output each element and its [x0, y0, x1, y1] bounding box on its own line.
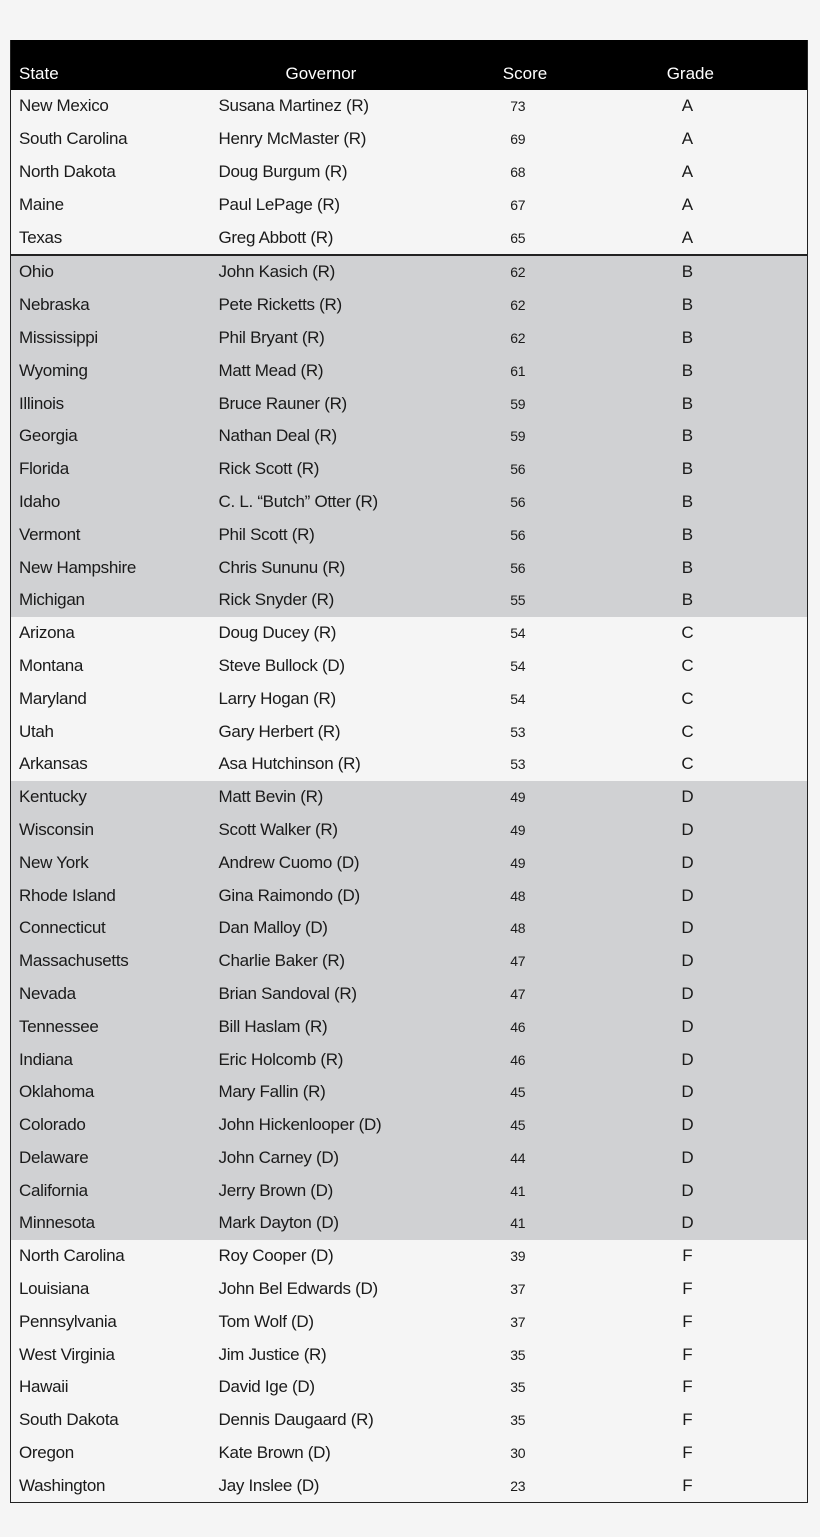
score-cell: 54: [510, 625, 526, 642]
table-row: [11, 1437, 807, 1470]
governor-cell: Dan Malloy (D): [218, 918, 328, 938]
score-cell: 54: [510, 690, 526, 707]
score-cell: 23: [510, 1477, 526, 1494]
grade-cell: A: [681, 227, 693, 247]
governor-cell: Phil Bryant (R): [218, 327, 325, 347]
score-cell: 41: [510, 1182, 526, 1199]
state-cell: Wisconsin: [19, 819, 94, 839]
grade-cell: B: [681, 262, 693, 282]
grade-cell: F: [682, 1475, 693, 1495]
state-cell: Georgia: [19, 426, 78, 446]
state-cell: South Dakota: [19, 1410, 119, 1430]
table-row: [11, 1174, 807, 1207]
table-row: [11, 814, 807, 847]
grade-cell: C: [681, 721, 694, 741]
score-cell: 35: [510, 1412, 526, 1429]
grade-cell: A: [681, 129, 693, 149]
state-cell: North Carolina: [19, 1246, 125, 1266]
table-row: [11, 453, 807, 486]
score-cell: 37: [510, 1281, 526, 1298]
governor-cell: John Hickenlooper (D): [218, 1115, 382, 1135]
table-row: [11, 1469, 807, 1502]
governor-cell: Jim Justice (R): [218, 1344, 327, 1364]
state-cell: Wyoming: [19, 360, 88, 380]
grade-cell: D: [681, 1016, 694, 1036]
score-cell: 56: [510, 526, 526, 543]
grade-cell: B: [681, 590, 693, 610]
state-cell: West Virginia: [19, 1344, 115, 1364]
governor-cell: Tom Wolf (D): [218, 1311, 314, 1331]
state-cell: New York: [19, 852, 89, 872]
state-cell: Mississippi: [19, 327, 98, 347]
table-row: [11, 1109, 807, 1142]
score-cell: 47: [510, 985, 526, 1002]
grade-cell: B: [681, 393, 693, 413]
table-row: [11, 1338, 807, 1371]
state-cell: Indiana: [19, 1049, 73, 1069]
governor-cell: John Carney (D): [218, 1147, 339, 1167]
table-row: [11, 715, 807, 748]
state-cell: Delaware: [19, 1147, 89, 1167]
table-row: [11, 748, 807, 781]
governor-cell: Asa Hutchinson (R): [218, 754, 361, 774]
grade-cell: B: [681, 557, 693, 577]
table-header: [11, 40, 807, 90]
governor-cell: Matt Mead (R): [218, 360, 324, 380]
table-row: [11, 846, 807, 879]
table-row: [11, 1043, 807, 1076]
grade-cell: C: [681, 754, 694, 774]
score-cell: 68: [510, 163, 526, 180]
state-cell: Vermont: [19, 524, 81, 544]
table-row: [11, 420, 807, 453]
grade-cell: A: [681, 96, 693, 116]
header-grade: Grade: [666, 64, 714, 83]
state-cell: Idaho: [19, 491, 61, 511]
governor-cell: John Bel Edwards (D): [218, 1279, 378, 1299]
table-row: [11, 1404, 807, 1437]
governor-cell: Matt Bevin (R): [218, 787, 323, 807]
governor-cell: Roy Cooper (D): [218, 1246, 334, 1266]
score-cell: 62: [510, 264, 526, 281]
state-cell: Florida: [19, 459, 69, 479]
table-row: [11, 1207, 807, 1240]
grade-group-f: [11, 1240, 807, 1502]
score-cell: 30: [510, 1445, 526, 1462]
grade-cell: C: [681, 655, 694, 675]
score-cell: 48: [510, 920, 526, 937]
score-cell: 35: [510, 1379, 526, 1396]
grade-cell: F: [682, 1344, 693, 1364]
state-cell: Illinois: [19, 393, 64, 413]
score-cell: 47: [510, 953, 526, 970]
state-cell: Louisiana: [19, 1279, 90, 1299]
governor-cell: Nathan Deal (R): [218, 426, 337, 446]
grade-cell: D: [681, 1180, 694, 1200]
governor-cell: Susana Martinez (R): [218, 96, 369, 116]
score-cell: 41: [510, 1215, 526, 1232]
state-cell: South Carolina: [19, 129, 128, 149]
table-row: [11, 912, 807, 945]
score-cell: 45: [510, 1084, 526, 1101]
grade-group-b: [11, 256, 807, 617]
score-cell: 69: [510, 131, 526, 148]
state-cell: Maryland: [19, 688, 87, 708]
grade-cell: D: [681, 787, 694, 807]
score-cell: 67: [510, 196, 526, 213]
state-cell: Minnesota: [19, 1213, 95, 1233]
governor-cell: Gina Raimondo (D): [218, 885, 360, 905]
grade-cell: D: [681, 918, 694, 938]
state-cell: Utah: [19, 721, 54, 741]
score-cell: 62: [510, 297, 526, 314]
grade-cell: D: [681, 951, 694, 971]
score-cell: 55: [510, 592, 526, 609]
governor-cell: Eric Holcomb (R): [218, 1049, 344, 1069]
grade-cell: B: [681, 524, 693, 544]
state-cell: New Mexico: [19, 96, 109, 116]
score-cell: 56: [510, 559, 526, 576]
score-cell: 45: [510, 1117, 526, 1134]
grade-cell: B: [681, 327, 693, 347]
state-cell: Nevada: [19, 983, 76, 1003]
score-cell: 59: [510, 428, 526, 445]
state-cell: Tennessee: [19, 1016, 99, 1036]
state-cell: Kentucky: [19, 787, 87, 807]
state-cell: Maine: [19, 194, 64, 214]
table-row: [11, 156, 807, 189]
table-body: [11, 90, 807, 1502]
governor-cell: Henry McMaster (R): [218, 129, 367, 149]
score-cell: 53: [510, 723, 526, 740]
grade-cell: B: [681, 459, 693, 479]
table-row: [11, 188, 807, 221]
governor-cell: Brian Sandoval (R): [218, 983, 357, 1003]
state-cell: Oklahoma: [19, 1082, 95, 1102]
table-row: [11, 879, 807, 912]
score-cell: 49: [510, 821, 526, 838]
governor-cell: Bill Haslam (R): [218, 1016, 328, 1036]
governor-cell: Paul LePage (R): [218, 194, 340, 214]
state-cell: Hawaii: [19, 1377, 69, 1397]
table-row: [11, 354, 807, 387]
state-cell: Rhode Island: [19, 885, 116, 905]
governor-cell: Charlie Baker (R): [218, 951, 345, 971]
state-cell: Texas: [19, 227, 62, 247]
grade-cell: D: [681, 852, 694, 872]
table-row: [11, 584, 807, 617]
governor-cell: Doug Ducey (R): [218, 623, 337, 643]
table-row: [11, 1305, 807, 1338]
table-row: [11, 322, 807, 355]
governor-cell: Rick Snyder (R): [218, 590, 334, 610]
table-row: [11, 551, 807, 584]
governor-cell: Phil Scott (R): [218, 524, 315, 544]
governor-cell: John Kasich (R): [218, 262, 335, 282]
score-cell: 44: [510, 1149, 526, 1166]
score-cell: 49: [510, 789, 526, 806]
grade-cell: F: [682, 1443, 693, 1463]
table-row: [11, 1076, 807, 1109]
table-row: [11, 781, 807, 814]
state-cell: Arkansas: [19, 754, 88, 774]
score-cell: 59: [510, 395, 526, 412]
grade-cell: B: [681, 426, 693, 446]
table-row: [11, 945, 807, 978]
grade-cell: D: [681, 1082, 694, 1102]
state-cell: North Dakota: [19, 161, 116, 181]
governor-cell: Dennis Daugaard (R): [218, 1410, 374, 1430]
grade-cell: F: [682, 1246, 693, 1266]
score-cell: 54: [510, 657, 526, 674]
score-cell: 65: [510, 229, 526, 246]
score-cell: 62: [510, 329, 526, 346]
governor-cell: Larry Hogan (R): [218, 688, 336, 708]
table-row: [11, 1240, 807, 1273]
grade-cell: A: [681, 194, 693, 214]
grade-group-d: [11, 781, 807, 1240]
governor-cell: Gary Herbert (R): [218, 721, 341, 741]
grade-cell: A: [681, 161, 693, 181]
governor-cell: Doug Burgum (R): [218, 161, 348, 181]
score-cell: 53: [510, 756, 526, 773]
score-cell: 35: [510, 1346, 526, 1363]
grade-group-c: [11, 617, 807, 781]
score-cell: 73: [510, 98, 526, 115]
table-row: [11, 518, 807, 551]
governor-cell: Kate Brown (D): [218, 1443, 331, 1463]
governor-cell: Greg Abbott (R): [218, 227, 334, 247]
state-cell: Ohio: [19, 262, 54, 282]
table-row: [11, 123, 807, 156]
table-row: [11, 486, 807, 519]
grade-cell: D: [681, 983, 694, 1003]
grade-cell: D: [681, 885, 694, 905]
table-row: [11, 650, 807, 683]
grade-cell: F: [682, 1377, 693, 1397]
grade-cell: C: [681, 688, 694, 708]
state-cell: Washington: [19, 1475, 106, 1495]
header-governor: Governor: [285, 64, 357, 83]
governor-cell: Bruce Rauner (R): [218, 393, 347, 413]
state-cell: New Hampshire: [19, 557, 137, 577]
grade-cell: B: [681, 295, 693, 315]
governor-cell: Mark Dayton (D): [218, 1213, 339, 1233]
table-row: [11, 90, 807, 123]
governor-cell: Chris Sununu (R): [218, 557, 346, 577]
grade-cell: B: [681, 360, 693, 380]
score-cell: 46: [510, 1018, 526, 1035]
table-row: [11, 1371, 807, 1404]
grade-cell: B: [681, 491, 693, 511]
state-cell: Nebraska: [19, 295, 90, 315]
table-row: [11, 221, 807, 254]
grade-cell: D: [681, 1147, 694, 1167]
grade-cell: D: [681, 1115, 694, 1135]
governor-grades-table: [10, 40, 808, 1503]
score-cell: 56: [510, 461, 526, 478]
state-cell: Arizona: [19, 623, 75, 643]
governor-cell: Pete Ricketts (R): [218, 295, 342, 315]
governor-cell: C. L. “Butch” Otter (R): [218, 491, 378, 511]
state-cell: Oregon: [19, 1443, 74, 1463]
score-cell: 39: [510, 1248, 526, 1265]
table-row: [11, 617, 807, 650]
state-cell: Pennsylvania: [19, 1311, 117, 1331]
grade-cell: F: [682, 1410, 693, 1430]
table-row: [11, 289, 807, 322]
score-cell: 37: [510, 1313, 526, 1330]
governor-cell: Jay Inslee (D): [218, 1475, 320, 1495]
grade-group-a: [11, 90, 807, 256]
table-row: [11, 1142, 807, 1175]
table-row: [11, 1273, 807, 1306]
grade-cell: D: [681, 1049, 694, 1069]
state-cell: Montana: [19, 655, 84, 675]
table-row: [11, 682, 807, 715]
table-row: [11, 387, 807, 420]
governor-cell: Steve Bullock (D): [218, 655, 345, 675]
governor-cell: Andrew Cuomo (D): [218, 852, 360, 872]
table-row: [11, 1010, 807, 1043]
governor-cell: David Ige (D): [218, 1377, 315, 1397]
table-row: [11, 256, 807, 289]
grade-cell: D: [681, 1213, 694, 1233]
grade-cell: D: [681, 819, 694, 839]
governor-cell: Jerry Brown (D): [218, 1180, 334, 1200]
grade-cell: F: [682, 1279, 693, 1299]
state-cell: Colorado: [19, 1115, 86, 1135]
score-cell: 46: [510, 1051, 526, 1068]
score-cell: 61: [510, 362, 526, 379]
governor-cell: Scott Walker (R): [218, 819, 338, 839]
grade-cell: C: [681, 623, 694, 643]
state-cell: California: [19, 1180, 88, 1200]
table-row: [11, 978, 807, 1011]
header-state: State: [19, 64, 59, 83]
header-score: Score: [502, 64, 548, 83]
score-cell: 49: [510, 854, 526, 871]
governor-cell: Mary Fallin (R): [218, 1082, 326, 1102]
grade-cell: F: [682, 1311, 693, 1331]
governor-cell: Rick Scott (R): [218, 459, 320, 479]
state-cell: Michigan: [19, 590, 85, 610]
score-cell: 48: [510, 887, 526, 904]
state-cell: Massachusetts: [19, 951, 129, 971]
state-cell: Connecticut: [19, 918, 106, 938]
score-cell: 56: [510, 493, 526, 510]
